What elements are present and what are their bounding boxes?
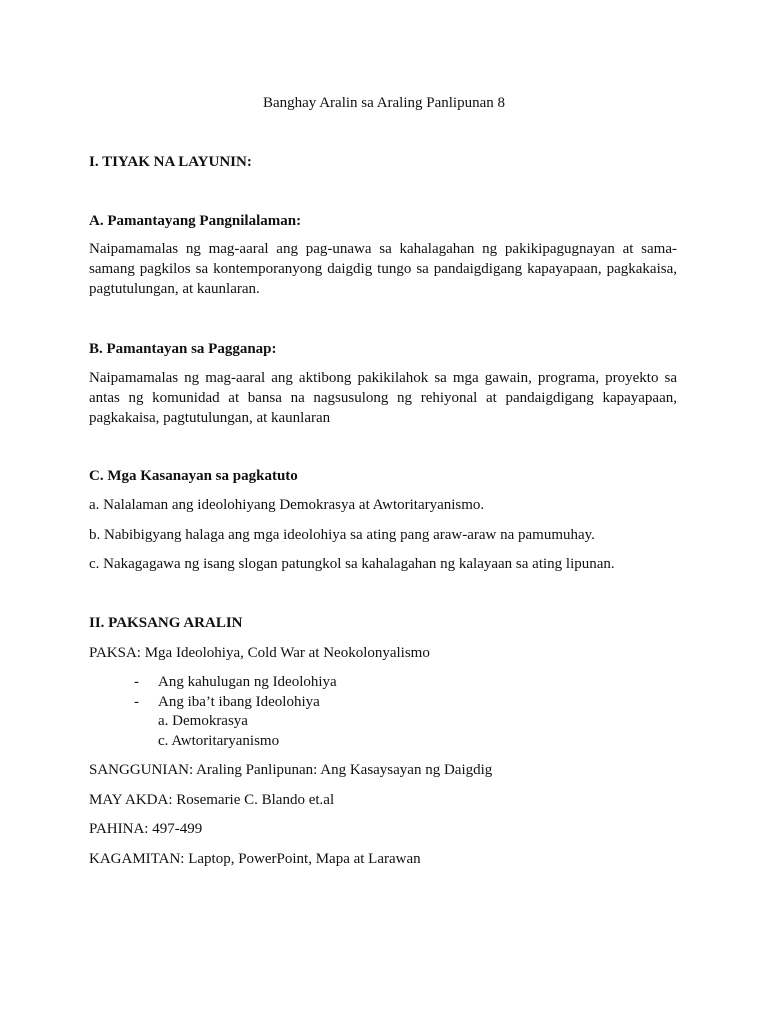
- may-akda-line: MAY AKDA: Rosemarie C. Blando et.al: [89, 792, 335, 808]
- paksa-item-2: [134, 692, 320, 712]
- part-a-body: Naipamamalas ng mag-aaral ang pag-unawa sa kahalagahan ng pakikipagugnayan at sama-samang pagkilos sa kontemporanyong daigdig tungo sa pandaigdigang kapayapaan, pagkakaisa, pagtutulungan, at kaunlaran.: [89, 241, 677, 297]
- document-title: Banghay Aralin sa Araling Panlipunan 8: [262, 95, 506, 111]
- part-b-body: Naipamamalas ng mag-aaral ang aktibong pakikilahok sa mga gawain, programa, proyekto sa antas ng komunidad at bansa na nagsusulong ng rehiyonal at pandaigdigang kapayapaan, pagkakaisa, pagtutulungan, at kaunlaran: [89, 370, 677, 426]
- pahina-line: PAHINA: 497-499: [89, 821, 203, 837]
- paksa-subitem-a: a. Demokrasya: [158, 713, 248, 729]
- part-a-heading: A. Pamantayang Pangnilalaman:: [89, 213, 302, 229]
- section-2-heading: II. PAKSANG ARALIN: [89, 615, 243, 631]
- paksa-item-2-text: Ang iba’t ibang Ideolohiya: [158, 694, 320, 710]
- part-b-heading: B. Pamantayan sa Pagganap:: [89, 341, 277, 357]
- dash-marker: -: [134, 694, 139, 710]
- section-1-heading: I. TIYAK NA LAYUNIN:: [89, 154, 252, 170]
- paksa-line: PAKSA: Mga Ideolohiya, Cold War at Neokolonyalismo: [89, 645, 430, 661]
- paksa-subitem-c: c. Awtoritaryanismo: [158, 733, 280, 749]
- kagamitan-line: KAGAMITAN: Laptop, PowerPoint, Mapa at Larawan: [89, 851, 421, 867]
- skill-item-c: c. Nakagagawa ng isang slogan patungkol sa kahalagahan ng kalayaan sa ating lipunan.: [89, 556, 615, 572]
- skill-item-b: b. Nabibigyang halaga ang mga ideolohiya sa ating pang araw-araw na pamumuhay.: [89, 527, 595, 543]
- sanggunian-line: SANGGUNIAN: Araling Panlipunan: Ang Kasaysayan ng Daigdig: [89, 762, 493, 778]
- dash-marker: -: [134, 674, 139, 690]
- skill-item-a: a. Nalalaman ang ideolohiyang Demokrasya at Awtoritaryanismo.: [89, 497, 485, 513]
- paksa-item-1: [134, 672, 337, 692]
- paksa-item-1-text: Ang kahulugan ng Ideolohiya: [158, 674, 337, 690]
- part-c-heading: C. Mga Kasanayan sa pagkatuto: [89, 468, 298, 484]
